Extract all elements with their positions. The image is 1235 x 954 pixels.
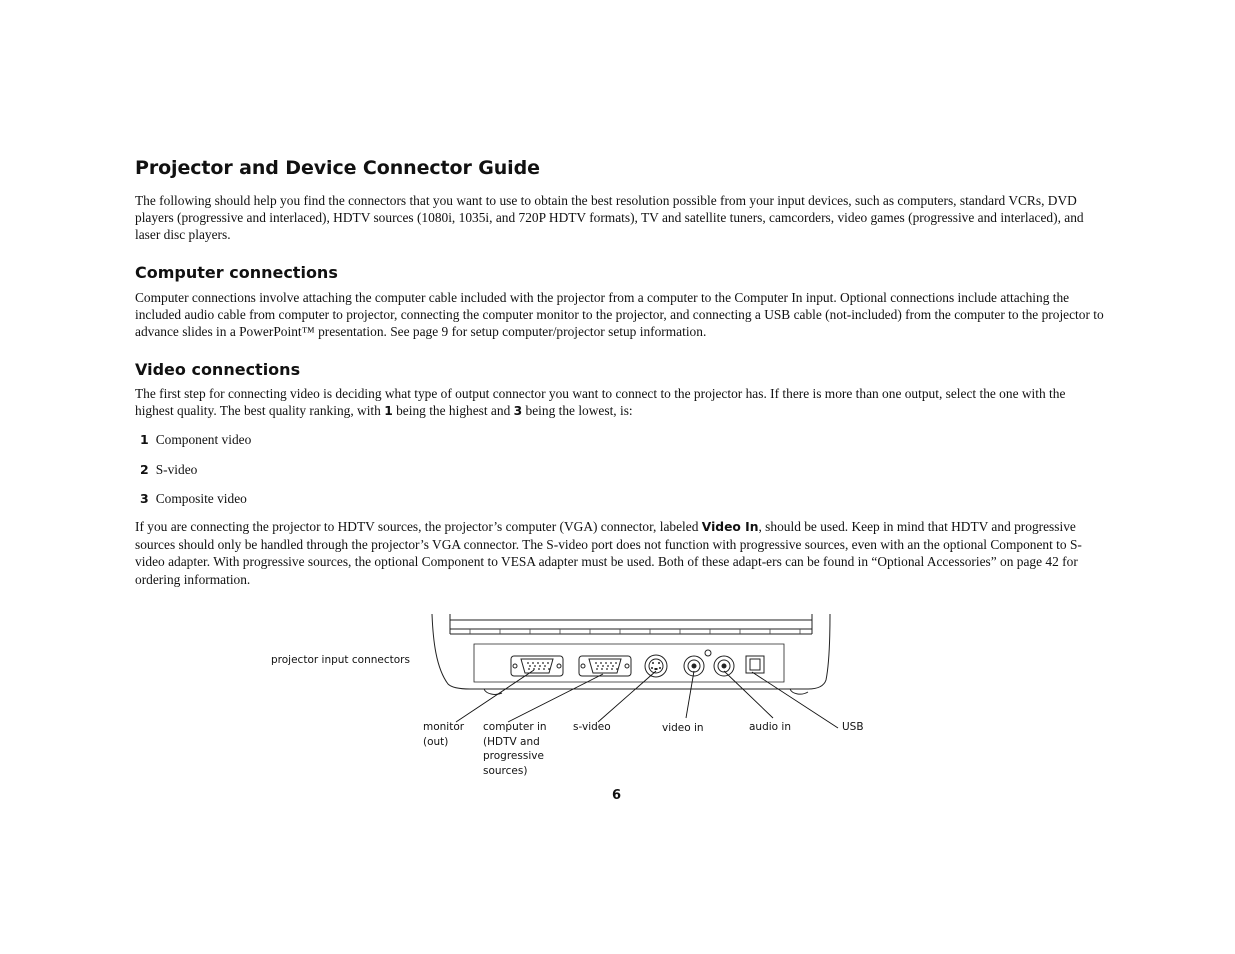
vent-ticks: [470, 629, 800, 634]
diagram-caption: projector input connectors: [271, 654, 410, 666]
label-line: computer in: [483, 721, 547, 733]
label-monitor-out: [423, 720, 464, 749]
page-title: Projector and Device Connector Guide: [135, 157, 540, 179]
label-line: sources): [483, 764, 528, 777]
foot-right: [790, 689, 808, 694]
label-s-video: s-video: [573, 721, 611, 733]
hdtv-text-2: , should be used. Keep in mind that HDTV and progressive sources should only be handled through the projector’s VGA connector. The S-video port does not function with progressive sources, even with an the optional Component to S-video adapter. With progressive sources, the optional Component to VESA adapter must be used. Both of these adapt-ers can be found in “Optional Accessories” on page 42 for ordering information.: [135, 519, 1082, 587]
leader-audioin: [724, 671, 773, 718]
audio-in-port: [714, 656, 734, 676]
ranking-label: Component video: [155, 432, 252, 447]
computer-connections-paragraph: Computer connections involve attaching the computer cable included with the projector from a computer to the Computer In input. Optional connections include attaching the included audio cable from computer to projector, connecting the computer monitor to the projector, and connecting a USB cable (not-included) from the computer to the projector to advance slides in a PowerPoint™ presentation. See page 9 for setup computer/projector setup information.: [135, 290, 1104, 340]
leader-computer: [508, 674, 603, 722]
rank-highest-number: 1: [384, 404, 393, 419]
video-text-1: The first step for connecting video is deciding what type of output connector you want to connect to the projector has. If there is more than one output, select the one with the highest quality. The best quality ranking, with: [135, 386, 1066, 419]
label-line: (out): [423, 735, 449, 748]
label-line: progressive: [483, 750, 544, 762]
label-line: monitor: [423, 721, 465, 733]
label-line: (HDTV and: [483, 735, 540, 748]
rank-lowest-number: 3: [513, 404, 523, 419]
label-computer-in: [483, 720, 547, 778]
page-number: 6: [612, 788, 622, 803]
ranking-label: Composite video: [155, 491, 247, 506]
ranking-number: 1: [140, 432, 149, 447]
leader-videoin: [686, 671, 694, 718]
s-video-port: [645, 655, 667, 677]
projector-housing: [432, 614, 830, 689]
label-video-in: video in: [662, 722, 704, 734]
label-usb: USB: [842, 721, 864, 733]
ranking-number: 2: [140, 462, 149, 477]
ranking-number: 3: [140, 491, 149, 506]
label-audio-in: audio in: [749, 721, 792, 733]
video-in-port: [684, 650, 711, 676]
computer-in-port: [579, 656, 631, 676]
video-text-3: being the lowest, is:: [522, 403, 633, 419]
video-in-label: Video In: [701, 520, 759, 534]
ranking-label: S-video: [155, 462, 198, 477]
monitor-out-port: [511, 656, 563, 676]
leader-monitor: [456, 670, 534, 722]
computer-connections-heading: Computer connections: [135, 263, 338, 282]
video-connections-heading: Video connections: [135, 360, 301, 379]
usb-port: [746, 656, 764, 673]
intro-paragraph: The following should help you find the connectors that you want to use to obtain the best resolution possible from your input devices, such as computers, standard VCRs, DVD players (progressive and interlaced), HDTV sources (1080i, 1035i, and 720P HDTV formats), TV and satellite tuners, camcorders, video games (progressive and interlaced), and laser disc players.: [135, 193, 1084, 243]
video-text-2: being the highest and: [392, 403, 514, 419]
hdtv-text-1: If you are connecting the projector to HDTV sources, the projector’s computer (VGA) connector, labeled: [135, 519, 702, 534]
leader-svideo: [598, 671, 656, 722]
